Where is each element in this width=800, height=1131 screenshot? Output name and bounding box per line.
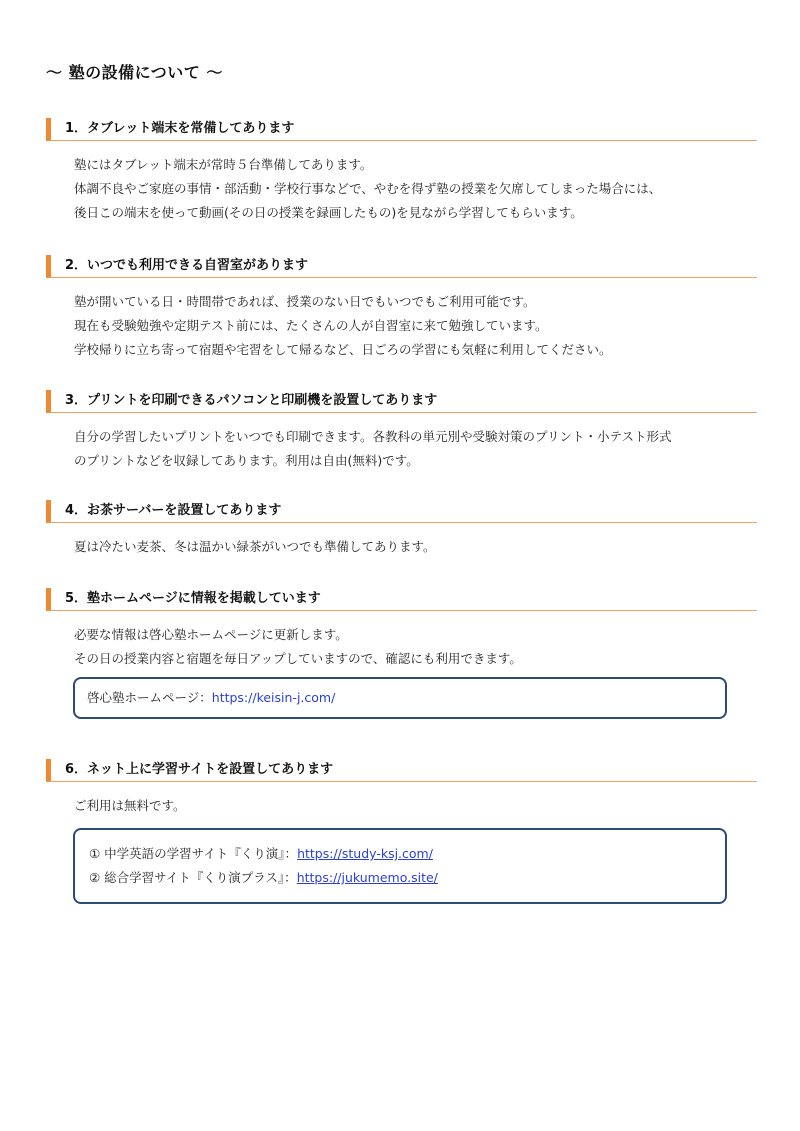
link-label: ② 総合学習サイト『くり演プラス』： [89,870,297,885]
section-printer [46,390,757,473]
section-text: 後日この端末を使って動画(その日の授業を録画したもの)を見ながら学習してもらいます。 [74,205,583,220]
section-homepage [46,588,757,719]
section-text: 体調不良やご家庭の事情・部活動・学校行事などで、やむを得ず塾の授業を欠席してしまった場合には、 [74,181,662,196]
section-study-sites [46,759,757,904]
section-tablet [46,118,757,225]
page-title: ～ 塾の設備について ～ [46,63,223,82]
link-label: ① 中学英語の学習サイト『くり演』： [89,846,298,861]
section-heading: 1．タブレット端末を常備してあります [46,118,757,141]
section-text: 塾が開いている日・時間帯であれば、授業のない日でもいつでもご利用可能です。 [74,294,536,309]
section-heading: 6．ネット上に学習サイトを設置してあります [46,759,757,782]
homepage-link-box [73,677,727,719]
section-text: ご利用は無料です。 [74,798,186,813]
section-heading: 4．お茶サーバーを設置してあります [46,500,757,523]
section-heading: 3．プリントを印刷できるパソコンと印刷機を設置してあります [46,390,757,413]
kuri-en-link[interactable]: https://study-ksj.com/ [297,846,433,861]
section-text: 自分の学習したいプリントをいつでも印刷できます。各教科の単元別や受験対策のプリント・小テスト形式 [74,429,672,444]
section-text: 必要な情報は啓心塾ホームページに更新します。 [74,627,348,642]
section-text: 現在も受験勉強や定期テスト前には、たくさんの人が自習室に来て勉強しています。 [74,318,548,333]
study-sites-link-box [73,828,727,904]
section-study-room [46,255,757,362]
section-heading: 2．いつでも利用できる自習室があります [46,255,757,278]
section-text: 学校帰りに立ち寄って宿題や宅習をして帰るなど、日ごろの学習にも気軽に利用してください。 [74,342,612,357]
kuri-en-plus-link[interactable]: https://jukumemo.site/ [296,870,438,885]
section-text: 塾にはタブレット端末が常時５台準備してあります。 [74,157,373,172]
section-text: 夏は冷たい麦茶、冬は温かい緑茶がいつでも準備してあります。 [74,539,436,554]
section-heading: 5．塾ホームページに情報を掲載しています [46,588,757,611]
section-tea-server [46,500,757,559]
link-label: 啓心塾ホームページ： [87,690,212,705]
section-text: のプリントなどを収録してあります。利用は自由(無料)です。 [74,453,419,468]
section-text: その日の授業内容と宿題を毎日アップしていますので、確認にも利用できます。 [74,651,522,666]
homepage-link[interactable]: https://keisin-j.com/ [211,690,336,705]
